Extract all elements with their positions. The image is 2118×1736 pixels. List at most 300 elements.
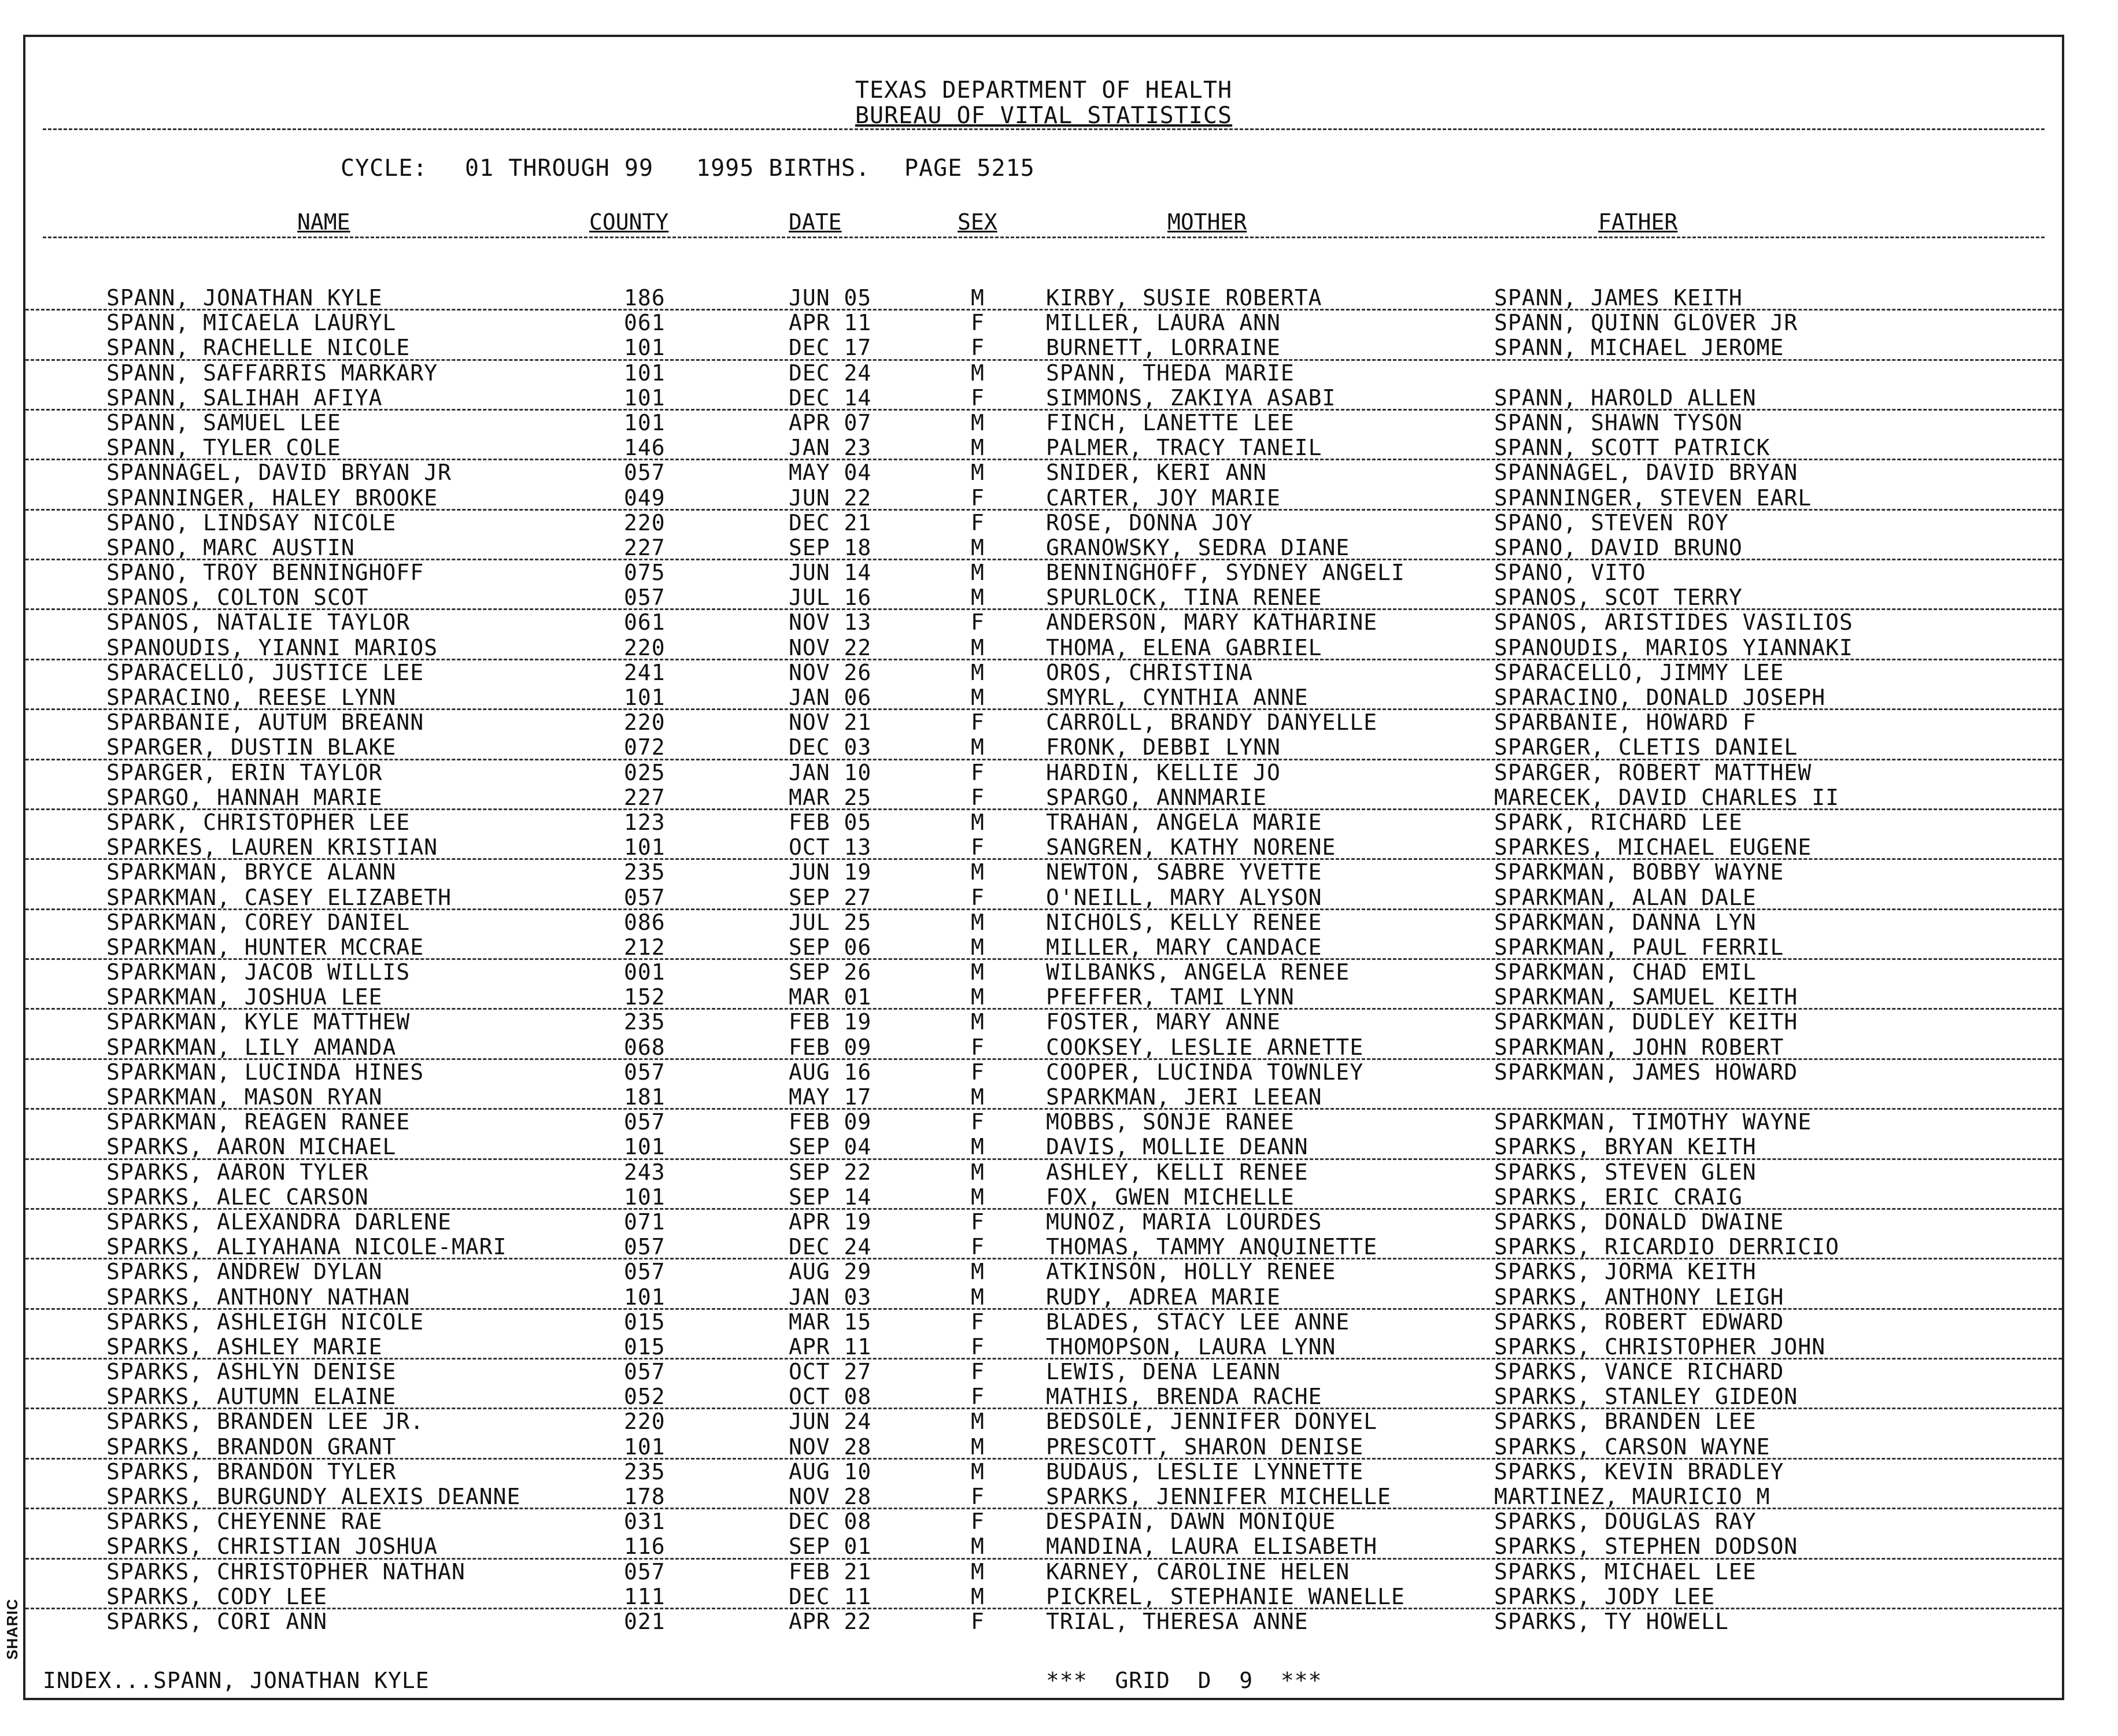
cell-mother: THOMAS, TAMMY ANQUINETTE xyxy=(1046,1234,1378,1260)
cell-sex: M xyxy=(971,435,985,461)
cell-county: 031 xyxy=(624,1509,666,1535)
cell-date: APR 07 xyxy=(789,409,872,435)
cell-county: 052 xyxy=(624,1384,666,1410)
cell-sex: F xyxy=(971,1059,985,1085)
cell-date: DEC 24 xyxy=(789,360,872,386)
cell-county: 057 xyxy=(624,1059,666,1085)
column-header-county: COUNTY xyxy=(589,209,669,235)
cell-name: SPARKS, BRANDEN LEE JR. xyxy=(106,1409,424,1435)
cell-sex: M xyxy=(971,1458,985,1484)
cell-sex: F xyxy=(971,485,985,511)
cell-name: SPANO, LINDSAY NICOLE xyxy=(106,509,397,535)
cell-date: SEP 04 xyxy=(789,1134,872,1160)
birth-records-table xyxy=(25,286,2062,1634)
table-row xyxy=(25,335,2062,360)
cell-father: SPANN, JAMES KEITH xyxy=(1494,285,1743,311)
cell-date: OCT 08 xyxy=(789,1384,872,1410)
cell-name: SPARKMAN, JACOB WILLIS xyxy=(106,959,411,985)
cell-name: SPARKS, CHRISTOPHER NATHAN xyxy=(106,1558,465,1584)
cell-name: SPARKS, CORI ANN xyxy=(106,1608,328,1634)
cell-mother: RUDY, ADREA MARIE xyxy=(1046,1284,1281,1310)
cell-sex: F xyxy=(971,1384,985,1410)
table-row xyxy=(25,1035,2062,1060)
cell-father: SPARKS, STEVEN GLEN xyxy=(1494,1159,1757,1185)
cell-father: SPARKS, KEVIN BRADLEY xyxy=(1494,1458,1784,1484)
cell-county: 072 xyxy=(624,734,666,760)
cell-mother: NICHOLS, KELLY RENEE xyxy=(1046,909,1322,935)
cell-county: 220 xyxy=(624,634,666,660)
cell-mother: TRIAL, THERESA ANNE xyxy=(1046,1608,1308,1634)
cell-name: SPARK, CHRISTOPHER LEE xyxy=(106,809,411,835)
cell-mother: MUNOZ, MARIA LOURDES xyxy=(1046,1209,1322,1235)
cell-date: JAN 10 xyxy=(789,759,872,785)
cell-date: OCT 27 xyxy=(789,1359,872,1385)
cell-date: NOV 13 xyxy=(789,610,872,636)
table-row xyxy=(25,1609,2062,1634)
cell-mother: SPANN, THEDA MARIE xyxy=(1046,360,1295,386)
cell-date: JUN 22 xyxy=(789,485,872,511)
cell-father: SPARKS, RICARDIO DERRICIO xyxy=(1494,1234,1839,1260)
cell-name: SPARKS, ANDREW DYLAN xyxy=(106,1259,383,1285)
cell-father: SPANN, HAROLD ALLEN xyxy=(1494,385,1757,411)
cell-date: SEP 26 xyxy=(789,959,872,985)
cell-mother: FOX, GWEN MICHELLE xyxy=(1046,1184,1295,1210)
document-frame xyxy=(23,35,2064,1700)
cell-sex: F xyxy=(971,335,985,361)
cell-father: SPANOUDIS, MARIOS YIANNAKI xyxy=(1494,634,1853,660)
cell-name: SPARKS, ALIYAHANA NICOLE-MARI xyxy=(106,1234,507,1260)
table-row xyxy=(25,486,2062,511)
cell-date: APR 19 xyxy=(789,1209,872,1235)
cell-mother: PALMER, TRACY TANEIL xyxy=(1046,435,1322,461)
cell-father: SPARKMAN, DANNA LYN xyxy=(1494,909,1757,935)
cell-name: SPANNAGEL, DAVID BRYAN JR xyxy=(106,460,452,486)
cell-name: SPARKMAN, BRYCE ALANN xyxy=(106,859,397,885)
table-row xyxy=(25,1210,2062,1235)
cell-father: SPARKS, STANLEY GIDEON xyxy=(1494,1384,1798,1410)
cell-county: 220 xyxy=(624,509,666,535)
cell-date: DEC 03 xyxy=(789,734,872,760)
cell-sex: F xyxy=(971,509,985,535)
cell-father: SPARKMAN, JAMES HOWARD xyxy=(1494,1059,1798,1085)
cell-mother: O'NEILL, MARY ALYSON xyxy=(1046,884,1322,910)
cell-county: 123 xyxy=(624,809,666,835)
cell-father: SPARKS, CHRISTOPHER JOHN xyxy=(1494,1334,1826,1360)
cell-sex: F xyxy=(971,759,985,785)
cell-date: SEP 18 xyxy=(789,534,872,560)
table-row xyxy=(25,660,2062,685)
cell-county: 057 xyxy=(624,585,666,611)
cell-sex: M xyxy=(971,1084,985,1110)
table-row xyxy=(25,1285,2062,1310)
cell-mother: THOMOPSON, LAURA LYNN xyxy=(1046,1334,1336,1360)
cell-county: 101 xyxy=(624,685,666,710)
cell-father: SPARKS, ROBERT EDWARD xyxy=(1494,1309,1784,1335)
cell-county: 241 xyxy=(624,659,666,685)
cell-father: SPANO, DAVID BRUNO xyxy=(1494,534,1743,560)
cell-mother: HARDIN, KELLIE JO xyxy=(1046,759,1281,785)
table-row xyxy=(25,760,2062,785)
cell-name: SPANO, TROY BENNINGHOFF xyxy=(106,560,424,586)
cell-date: JUL 25 xyxy=(789,909,872,935)
cell-date: DEC 11 xyxy=(789,1583,872,1609)
cell-date: NOV 28 xyxy=(789,1434,872,1460)
cell-sex: M xyxy=(971,634,985,660)
cell-date: SEP 27 xyxy=(789,884,872,910)
cell-sex: M xyxy=(971,734,985,760)
cell-sex: M xyxy=(971,1558,985,1584)
cell-county: 146 xyxy=(624,435,666,461)
cycle-label: CYCLE: xyxy=(341,155,428,182)
cell-mother: SNIDER, KERI ANN xyxy=(1046,460,1267,486)
cell-name: SPARACINO, REESE LYNN xyxy=(106,685,397,710)
column-header-date: DATE xyxy=(789,209,842,235)
cell-sex: F xyxy=(971,884,985,910)
cell-sex: F xyxy=(971,1334,985,1360)
page-number: PAGE 5215 xyxy=(904,155,1035,182)
column-header-mother: MOTHER xyxy=(1167,209,1247,235)
cell-sex: M xyxy=(971,1009,985,1035)
cell-mother: MATHIS, BRENDA RACHE xyxy=(1046,1384,1322,1410)
index-footer: INDEX...SPANN, JONATHAN KYLE xyxy=(43,1668,430,1693)
cell-name: SPANO, MARC AUSTIN xyxy=(106,534,355,560)
cell-date: NOV 26 xyxy=(789,659,872,685)
cell-mother: ASHLEY, KELLI RENEE xyxy=(1046,1159,1308,1185)
cell-name: SPARKS, ALEC CARSON xyxy=(106,1184,369,1210)
cell-county: 212 xyxy=(624,934,666,960)
cell-sex: M xyxy=(971,1159,985,1185)
cell-father: SPARKS, JORMA KEITH xyxy=(1494,1259,1757,1285)
cell-mother: ANDERSON, MARY KATHARINE xyxy=(1046,610,1378,636)
table-row xyxy=(25,560,2062,585)
cell-sex: F xyxy=(971,1608,985,1634)
cell-date: DEC 24 xyxy=(789,1234,872,1260)
table-row xyxy=(25,1435,2062,1460)
cell-date: DEC 17 xyxy=(789,335,872,361)
table-row xyxy=(25,311,2062,335)
cell-mother: BLADES, STACY LEE ANNE xyxy=(1046,1309,1350,1335)
cell-name: SPARKMAN, REAGEN RANEE xyxy=(106,1109,411,1135)
cell-mother: BURNETT, LORRAINE xyxy=(1046,335,1281,361)
column-header-divider xyxy=(43,237,2045,238)
cell-mother: LEWIS, DENA LEANN xyxy=(1046,1359,1281,1385)
column-header-father: FATHER xyxy=(1598,209,1678,235)
cell-mother: CARROLL, BRANDY DANYELLE xyxy=(1046,710,1378,736)
cell-mother: THOMA, ELENA GABRIEL xyxy=(1046,634,1322,660)
cell-name: SPARKMAN, CASEY ELIZABETH xyxy=(106,884,452,910)
table-row xyxy=(25,710,2062,735)
cell-date: MAY 04 xyxy=(789,460,872,486)
cell-name: SPANN, JONATHAN KYLE xyxy=(106,285,383,311)
cell-date: SEP 22 xyxy=(789,1159,872,1185)
cell-sex: M xyxy=(971,534,985,560)
cell-date: NOV 22 xyxy=(789,634,872,660)
table-row xyxy=(25,885,2062,910)
cell-mother: SANGREN, KATHY NORENE xyxy=(1046,834,1336,860)
cell-county: 057 xyxy=(624,1234,666,1260)
cell-date: DEC 21 xyxy=(789,509,872,535)
cell-name: SPANN, SAFFARRIS MARKARY xyxy=(106,360,438,386)
cell-date: FEB 19 xyxy=(789,1009,872,1035)
table-row xyxy=(25,1384,2062,1409)
cell-county: 061 xyxy=(624,610,666,636)
bureau-title: BUREAU OF VITAL STATISTICS xyxy=(855,102,1233,129)
grid-footer: *** GRID D 9 *** xyxy=(1046,1668,1322,1693)
cell-name: SPARKS, AARON MICHAEL xyxy=(106,1134,397,1160)
table-row xyxy=(25,1185,2062,1210)
cell-father: SPARKS, TY HOWELL xyxy=(1494,1608,1729,1634)
cell-name: SPARKMAN, COREY DANIEL xyxy=(106,909,411,935)
cell-name: SPARKS, AUTUMN ELAINE xyxy=(106,1384,397,1410)
cell-county: 015 xyxy=(624,1334,666,1360)
cell-date: FEB 21 xyxy=(789,1558,872,1584)
cell-name: SPARACELLO, JUSTICE LEE xyxy=(106,659,424,685)
cell-father: SPARBANIE, HOWARD F xyxy=(1494,710,1757,736)
cell-sex: M xyxy=(971,685,985,710)
cell-sex: M xyxy=(971,1434,985,1460)
cell-date: APR 11 xyxy=(789,1334,872,1360)
cell-county: 071 xyxy=(624,1209,666,1235)
cell-mother: SPARGO, ANNMARIE xyxy=(1046,784,1267,810)
cell-mother: COOKSEY, LESLIE ARNETTE xyxy=(1046,1034,1364,1060)
cell-father: SPARGER, ROBERT MATTHEW xyxy=(1494,759,1812,785)
cell-date: NOV 21 xyxy=(789,710,872,736)
cell-date: MAR 01 xyxy=(789,984,872,1010)
cell-name: SPANN, SAMUEL LEE xyxy=(106,409,341,435)
cell-father: SPANN, QUINN GLOVER JR xyxy=(1494,310,1798,336)
table-row xyxy=(25,610,2062,635)
cell-father: SPARKS, DONALD DWAINE xyxy=(1494,1209,1784,1235)
cell-mother: GRANOWSKY, SEDRA DIANE xyxy=(1046,534,1350,560)
cell-county: 101 xyxy=(624,385,666,411)
cell-mother: FINCH, LANETTE LEE xyxy=(1046,409,1295,435)
cell-father: SPARKMAN, CHAD EMIL xyxy=(1494,959,1757,985)
cell-sex: F xyxy=(971,784,985,810)
cell-county: 227 xyxy=(624,784,666,810)
cell-mother: BEDSOLE, JENNIFER DONYEL xyxy=(1046,1409,1378,1435)
cell-sex: M xyxy=(971,659,985,685)
cell-date: JUL 16 xyxy=(789,585,872,611)
cell-father: SPARKMAN, BOBBY WAYNE xyxy=(1494,859,1784,885)
cell-county: 101 xyxy=(624,1434,666,1460)
cell-father: SPARKES, MICHAEL EUGENE xyxy=(1494,834,1812,860)
table-row xyxy=(25,511,2062,535)
cell-mother: CARTER, JOY MARIE xyxy=(1046,485,1281,511)
cell-mother: KARNEY, CAROLINE HELEN xyxy=(1046,1558,1350,1584)
table-row xyxy=(25,435,2062,460)
table-row xyxy=(25,1460,2062,1484)
cell-mother: MANDINA, LAURA ELISABETH xyxy=(1046,1534,1378,1560)
cell-name: SPARKMAN, KYLE MATTHEW xyxy=(106,1009,411,1035)
cell-father: SPANO, STEVEN ROY xyxy=(1494,509,1729,535)
cell-father: SPANN, MICHAEL JEROME xyxy=(1494,335,1784,361)
cell-date: JUN 05 xyxy=(789,285,872,311)
cell-date: JUN 24 xyxy=(789,1409,872,1435)
table-row xyxy=(25,1259,2062,1284)
cell-father: SPANN, SCOTT PATRICK xyxy=(1494,435,1770,461)
cell-father: SPANN, SHAWN TYSON xyxy=(1494,409,1743,435)
cell-sex: M xyxy=(971,560,985,586)
cell-name: SPARGER, ERIN TAYLOR xyxy=(106,759,383,785)
cell-county: 178 xyxy=(624,1484,666,1509)
table-row xyxy=(25,386,2062,411)
births-label: 1995 BIRTHS. xyxy=(696,155,870,182)
table-row xyxy=(25,985,2062,1010)
cell-date: FEB 09 xyxy=(789,1109,872,1135)
cell-name: SPARKS, BURGUNDY ALEXIS DEANNE xyxy=(106,1484,521,1509)
table-row xyxy=(25,636,2062,660)
table-row xyxy=(25,1484,2062,1509)
cell-mother: MOBBS, SONJE RANEE xyxy=(1046,1109,1295,1135)
cell-mother: MILLER, MARY CANDACE xyxy=(1046,934,1322,960)
cycle-value: 01 THROUGH 99 xyxy=(465,155,654,182)
cell-county: 061 xyxy=(624,310,666,336)
cell-mother: FOSTER, MARY ANNE xyxy=(1046,1009,1281,1035)
cell-mother: PRESCOTT, SHARON DENISE xyxy=(1046,1434,1364,1460)
cell-county: 101 xyxy=(624,335,666,361)
cell-name: SPARKS, CHRISTIAN JOSHUA xyxy=(106,1534,438,1560)
cell-date: MAR 25 xyxy=(789,784,872,810)
cell-name: SPARBANIE, AUTUM BREANN xyxy=(106,710,424,736)
cell-date: MAY 17 xyxy=(789,1084,872,1110)
cell-name: SPARKMAN, LILY AMANDA xyxy=(106,1034,397,1060)
cell-sex: M xyxy=(971,1583,985,1609)
cell-date: JAN 23 xyxy=(789,435,872,461)
cell-county: 227 xyxy=(624,534,666,560)
cell-father: SPARKS, BRYAN KEITH xyxy=(1494,1134,1757,1160)
cell-county: 057 xyxy=(624,1109,666,1135)
table-row xyxy=(25,1509,2062,1534)
cell-date: APR 22 xyxy=(789,1608,872,1634)
cell-sex: M xyxy=(971,1534,985,1560)
cell-father: SPARK, RICHARD LEE xyxy=(1494,809,1743,835)
cell-sex: F xyxy=(971,1034,985,1060)
cell-mother: DAVIS, MOLLIE DEANN xyxy=(1046,1134,1308,1160)
cell-county: 220 xyxy=(624,1409,666,1435)
cell-name: SPARGO, HANNAH MARIE xyxy=(106,784,383,810)
table-row xyxy=(25,1310,2062,1335)
cell-father: SPARKMAN, JOHN ROBERT xyxy=(1494,1034,1784,1060)
table-row xyxy=(25,685,2062,710)
cell-county: 015 xyxy=(624,1309,666,1335)
cell-date: SEP 01 xyxy=(789,1534,872,1560)
cell-name: SPARKES, LAUREN KRISTIAN xyxy=(106,834,438,860)
cell-father: SPARKMAN, PAUL FERRIL xyxy=(1494,934,1784,960)
cell-date: FEB 05 xyxy=(789,809,872,835)
cell-county: 152 xyxy=(624,984,666,1010)
cell-date: AUG 16 xyxy=(789,1059,872,1085)
cell-county: 101 xyxy=(624,360,666,386)
cell-name: SPANOS, COLTON SCOT xyxy=(106,585,369,611)
cell-sex: F xyxy=(971,710,985,736)
table-row xyxy=(25,585,2062,610)
cell-county: 101 xyxy=(624,1184,666,1210)
cell-sex: M xyxy=(971,859,985,885)
cell-father: SPARKMAN, TIMOTHY WAYNE xyxy=(1494,1109,1812,1135)
cell-county: 235 xyxy=(624,859,666,885)
cell-date: APR 11 xyxy=(789,310,872,336)
cell-father: SPARKS, CARSON WAYNE xyxy=(1494,1434,1770,1460)
column-header-name: NAME xyxy=(297,209,350,235)
cell-mother: SPARKMAN, JERI LEEAN xyxy=(1046,1084,1322,1110)
cell-county: 057 xyxy=(624,1558,666,1584)
table-row xyxy=(25,1360,2062,1384)
table-row xyxy=(25,1010,2062,1035)
cell-father: SPARACINO, DONALD JOSEPH xyxy=(1494,685,1826,710)
cell-sex: F xyxy=(971,1359,985,1385)
cell-name: SPARKS, AARON TYLER xyxy=(106,1159,369,1185)
cell-mother: NEWTON, SABRE YVETTE xyxy=(1046,859,1322,885)
cell-father: SPARKS, MICHAEL LEE xyxy=(1494,1558,1757,1584)
table-row xyxy=(25,1135,2062,1159)
cell-county: 186 xyxy=(624,285,666,311)
cell-county: 049 xyxy=(624,485,666,511)
cell-father: SPANNINGER, STEVEN EARL xyxy=(1494,485,1812,511)
cell-county: 235 xyxy=(624,1458,666,1484)
cell-name: SPANN, MICAELA LAURYL xyxy=(106,310,397,336)
cell-mother: PFEFFER, TAMI LYNN xyxy=(1046,984,1295,1010)
cell-father: MARTINEZ, MAURICIO M xyxy=(1494,1484,1770,1509)
cell-sex: M xyxy=(971,360,985,386)
cell-name: SPANN, RACHELLE NICOLE xyxy=(106,335,411,361)
cell-name: SPARKMAN, HUNTER MCCRAE xyxy=(106,934,424,960)
cell-mother: COOPER, LUCINDA TOWNLEY xyxy=(1046,1059,1364,1085)
cell-date: JAN 03 xyxy=(789,1284,872,1310)
cell-mother: PICKREL, STEPHANIE WANELLE xyxy=(1046,1583,1405,1609)
header-divider xyxy=(43,128,2045,130)
cell-sex: M xyxy=(971,1409,985,1435)
table-row xyxy=(25,460,2062,485)
cell-date: DEC 08 xyxy=(789,1509,872,1535)
cell-mother: TRAHAN, ANGELA MARIE xyxy=(1046,809,1322,835)
cell-county: 057 xyxy=(624,884,666,910)
cell-name: SPARKS, ASHLYN DENISE xyxy=(106,1359,397,1385)
table-row xyxy=(25,1110,2062,1135)
cell-sex: M xyxy=(971,585,985,611)
cell-date: SEP 06 xyxy=(789,934,872,960)
table-row xyxy=(25,960,2062,985)
cell-county: 101 xyxy=(624,409,666,435)
side-label: SHARIC xyxy=(3,1598,21,1660)
cell-name: SPANN, SALIHAH AFIYA xyxy=(106,385,383,411)
cell-sex: M xyxy=(971,1184,985,1210)
cell-county: 220 xyxy=(624,710,666,736)
cell-county: 101 xyxy=(624,834,666,860)
table-row xyxy=(25,910,2062,935)
cell-name: SPARKS, CHEYENNE RAE xyxy=(106,1509,383,1535)
cell-county: 075 xyxy=(624,560,666,586)
cell-father: SPARKS, STEPHEN DODSON xyxy=(1494,1534,1798,1560)
table-row xyxy=(25,286,2062,311)
cell-mother: SMYRL, CYNTHIA ANNE xyxy=(1046,685,1308,710)
cell-date: JUN 14 xyxy=(789,560,872,586)
cell-father: SPARKMAN, SAMUEL KEITH xyxy=(1494,984,1798,1010)
table-row xyxy=(25,860,2062,885)
cell-county: 025 xyxy=(624,759,666,785)
cell-sex: F xyxy=(971,834,985,860)
table-row xyxy=(25,1335,2062,1360)
cell-father: SPARKS, ANTHONY LEIGH xyxy=(1494,1284,1784,1310)
cell-father: SPARGER, CLETIS DANIEL xyxy=(1494,734,1798,760)
cell-sex: F xyxy=(971,1309,985,1335)
cell-mother: SPURLOCK, TINA RENEE xyxy=(1046,585,1322,611)
table-row xyxy=(25,1160,2062,1185)
cell-father: SPANNAGEL, DAVID BRYAN xyxy=(1494,460,1798,486)
cell-name: SPARKS, ASHLEY MARIE xyxy=(106,1334,383,1360)
cell-name: SPANNINGER, HALEY BROOKE xyxy=(106,485,438,511)
cell-name: SPANN, TYLER COLE xyxy=(106,435,341,461)
cell-county: 101 xyxy=(624,1134,666,1160)
